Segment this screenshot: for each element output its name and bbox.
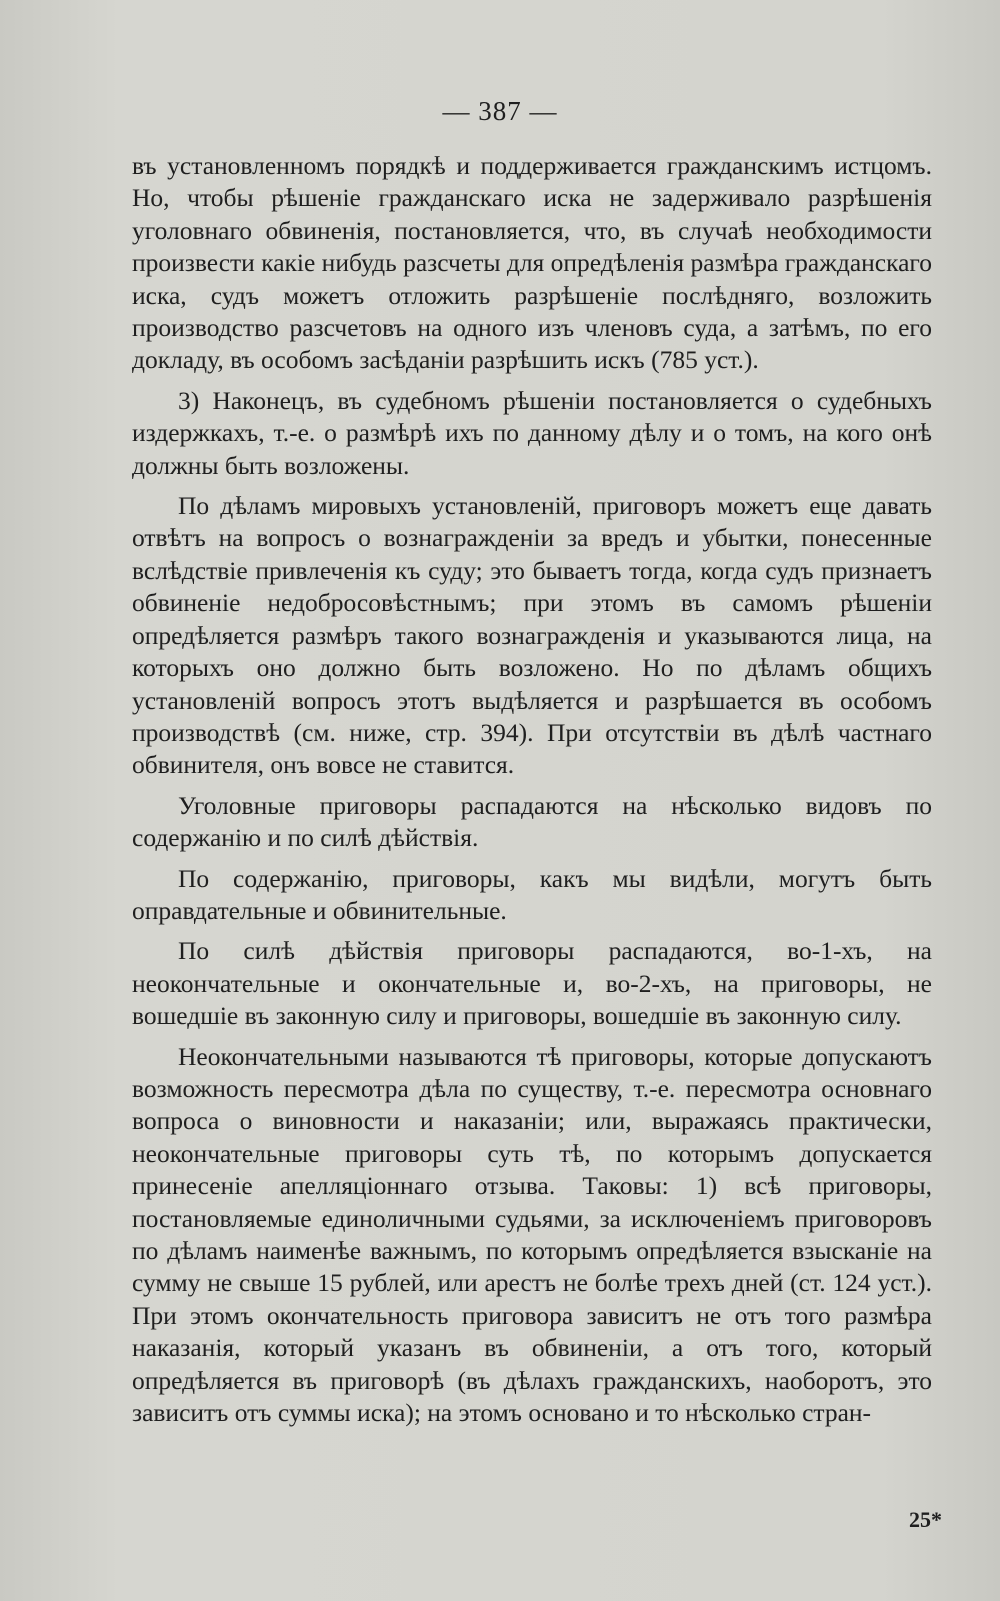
paragraph-2: 3) Наконецъ, въ судебномъ рѣшеніи постановляется о судебныхъ издержкахъ, т.-е. о размѣрѣ ихъ по данному дѣлу и о томъ, на кого онѣ должны быть возложены. bbox=[132, 385, 932, 480]
paragraph-6: По силѣ дѣйствія приговоры распадаются, во-1-хъ, на неокончательные и окончательные и, во-2-хъ, на приговоры, не вошедшіе въ законную силу и приговоры, вошедшіе въ законную силу. bbox=[132, 936, 932, 1031]
body-text bbox=[132, 150, 932, 1437]
page-number: — 387 — bbox=[442, 96, 558, 126]
paragraph-3: По дѣламъ мировыхъ установленій, приговоръ можетъ еще давать отвѣтъ на вопросъ о вознагражденіи за вредъ и убытки, понесенные вслѣдствіе привлеченія къ суду; это бываетъ тогда, когда судъ признаетъ обвиненіе недобросовѣстнымъ; при этомъ въ самомъ рѣшеніи опредѣляется размѣръ такого вознагражденія и указываются лица, на которыхъ оно должно быть возложено. Но по дѣламъ общихъ установленій вопросъ этотъ выдѣляется и разрѣшается въ особомъ производствѣ (см. ниже, стр. 394). При отсутствіи въ дѣлѣ частнаго обвинителя, онъ вовсе не ставится. bbox=[132, 491, 932, 780]
paragraph-5: По содержанію, приговоры, какъ мы видѣли, могутъ быть оправдательные и обвинительные. bbox=[132, 863, 932, 925]
signature-mark: 25* bbox=[909, 1507, 942, 1532]
paragraph-7: Неокончательными называются тѣ приговоры, которые допускаютъ возможность пересмотра дѣла по существу, т.-е. пересмотра основнаго вопроса о виновности и наказаніи; или, выражаясь практически, неокончательные приговоры суть тѣ, по которымъ допускается принесеніе апелляціоннаго отзыва. Таковы: 1) всѣ приговоры, постановляемые единоличными судьями, за исключеніемъ приговоровъ по дѣламъ наименѣе важнымъ, по которымъ опредѣляется взысканіе на сумму не свыше 15 рублей, или арестъ не болѣе трехъ дней (ст. 124 уст.). При этомъ окончательность приговора зависитъ не отъ того размѣра наказанія, который указанъ въ обвиненіи, а отъ того, который опредѣляется въ приговорѣ (въ дѣлахъ гражданскихъ, наоборотъ, это зависитъ отъ суммы иска); на этомъ основано и то нѣсколько стран- bbox=[132, 1041, 932, 1428]
paragraph-4: Уголовные приговоры распадаются на нѣсколько видовъ по содержанію и по силѣ дѣйствія. bbox=[132, 790, 932, 853]
paragraph-1: въ установленномъ порядкѣ и поддерживается гражданскимъ истцомъ. Но, чтобы рѣшеніе гражданскаго иска не задерживало разрѣшенія уголовнаго обвиненія, постановляется, что, въ случаѣ необходимости произвести какіе нибудь разсчеты для опредѣленія размѣра гражданскаго иска, судъ можетъ отложить разрѣшеніе послѣдняго, возложить производство разсчетовъ на одного изъ членовъ суда, а затѣмъ, по его докладу, въ особомъ засѣданіи разрѣшить искъ (785 уст.). bbox=[132, 151, 932, 375]
